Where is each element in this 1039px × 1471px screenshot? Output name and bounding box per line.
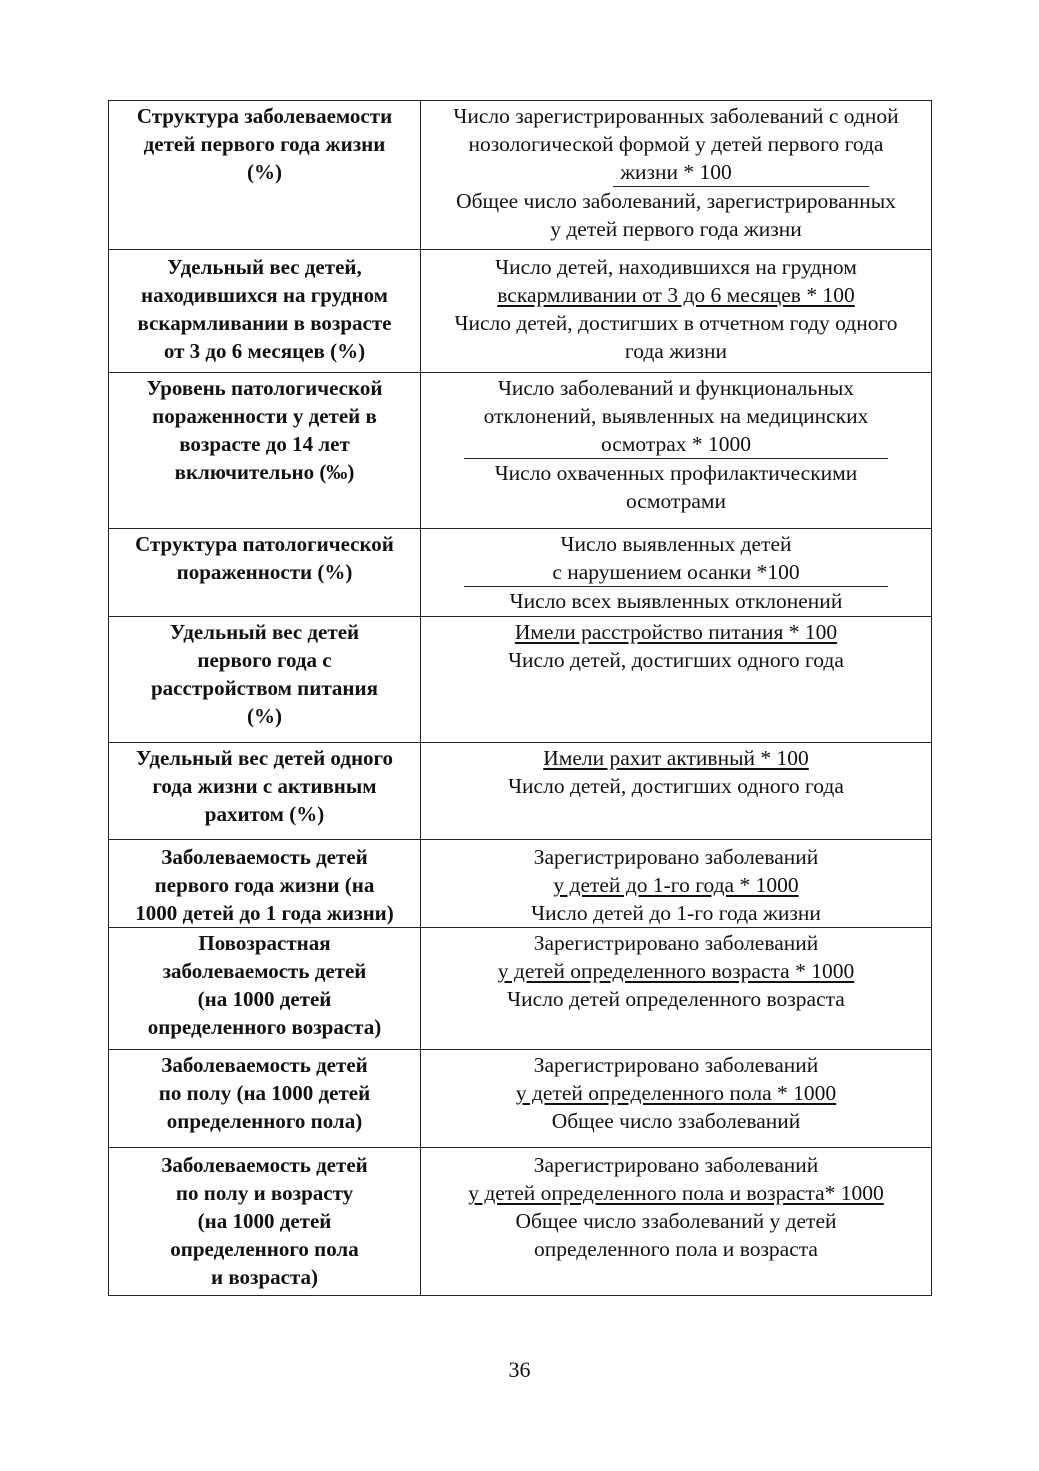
table-row (109, 529, 932, 617)
formula-line: Общее число ззаболеваний (551, 1109, 801, 1133)
formula-line: Общее число ззаболеваний у детей (515, 1209, 837, 1233)
formula-numerator: Имели расстройство питания * 100 (514, 620, 838, 644)
formula-line: осмотрами (626, 489, 726, 513)
table-row (109, 928, 932, 1050)
formula-numerator: вскармливании от 3 до 6 месяцев * 100 (497, 283, 855, 307)
indicator-name: Удельный вес детей первого года с расстройством питания (%) (109, 617, 421, 742)
formula-line: Зарегистрировано заболеваний (533, 1053, 819, 1077)
table-row (109, 250, 932, 373)
formula-numerator: Имели рахит активный * 100 (543, 746, 809, 770)
table-row (109, 840, 932, 928)
formula-numerator: у детей определенного пола и возраста* 1000 (468, 1181, 884, 1205)
formula-numerator: у детей определенного возраста * 1000 (497, 959, 855, 983)
formula-line: Число детей, достигших одного года (508, 774, 844, 798)
formula-line: Зарегистрировано заболеваний (533, 1153, 819, 1177)
table-row (109, 101, 932, 250)
formula-line: жизни * 100 (620, 160, 732, 184)
formula-line: отклонений, выявленных на медицинских (483, 404, 869, 428)
formula-line: Общее число заболеваний, зарегистрированных (456, 189, 896, 213)
formula-line: года жизни (624, 339, 728, 363)
indicator-name: Удельный вес детей одного года жизни с активным рахитом (%) (109, 743, 421, 839)
formula-cell (421, 1148, 932, 1295)
formula-cell (421, 101, 932, 249)
formula-line: Число зарегистрированных заболеваний с одной (453, 104, 899, 128)
formula-line: Число охваченных профилактическими (494, 461, 858, 485)
formula-cell (421, 250, 932, 372)
formula-line: определенного пола и возраста (534, 1237, 818, 1261)
formula-line: Число детей, достигших одного года (508, 648, 844, 672)
indicator-name: Заболеваемость детей первого года жизни (на 1000 детей до 1 года жизни) (109, 840, 421, 927)
table-row (109, 743, 932, 840)
indicator-name: Удельный вес детей, находившихся на грудном вскармливании в возрасте от 3 до 6 месяцев (%) (109, 250, 421, 372)
formula-cell (421, 840, 932, 927)
formula-line: осмотрах * 1000 (600, 432, 752, 456)
table-row (109, 617, 932, 743)
formula-line: Число детей, достигших в отчетном году одного (454, 311, 898, 335)
formula-line: Число детей, находившихся на грудном (495, 255, 857, 279)
formula-line: Зарегистрировано заболеваний (533, 845, 819, 869)
formula-line: у детей первого года жизни (550, 217, 802, 241)
formula-cell (421, 928, 932, 1049)
formula-line: Число выявленных детей (560, 532, 792, 556)
formula-numerator: у детей до 1-го года * 1000 (553, 873, 799, 897)
page-number: 36 (508, 1357, 531, 1382)
formula-numerator: у детей определенного пола * 1000 (515, 1081, 837, 1105)
formula-cell (421, 743, 932, 839)
formula-line: Число заболеваний и функциональных (497, 376, 855, 400)
formula-cell (421, 373, 932, 528)
indicator-name: Повозрастная заболеваемость детей (на 1000 детей определенного возраста) (109, 928, 421, 1049)
table-row (109, 373, 932, 529)
indicator-table (108, 100, 932, 1296)
indicator-name: Уровень патологической пораженности у детей в возрасте до 14 лет включительно (‰) (109, 373, 421, 528)
indicator-name: Заболеваемость детей по полу и возрасту (на 1000 детей определенного пола и возраста) (109, 1148, 421, 1295)
indicator-name: Структура патологической пораженности (%) (109, 529, 421, 616)
table-row (109, 1148, 932, 1296)
formula-line: Число детей определенного возраста (507, 987, 845, 1011)
formula-line: с нарушением осанки *100 (552, 560, 800, 584)
formula-cell (421, 1050, 932, 1147)
indicator-name: Структура заболеваемости детей первого года жизни (%) (109, 101, 421, 249)
formula-line: Зарегистрировано заболеваний (533, 931, 819, 955)
table-row (109, 1050, 932, 1148)
formula-line: Число детей до 1-го года жизни (531, 901, 821, 925)
indicator-name: Заболеваемость детей по полу (на 1000 детей определенного пола) (109, 1050, 421, 1147)
formula-line: нозологической формой у детей первого года (468, 132, 884, 156)
formula-cell (421, 617, 932, 742)
formula-line: Число всех выявленных отклонений (509, 589, 843, 613)
formula-cell (421, 529, 932, 616)
